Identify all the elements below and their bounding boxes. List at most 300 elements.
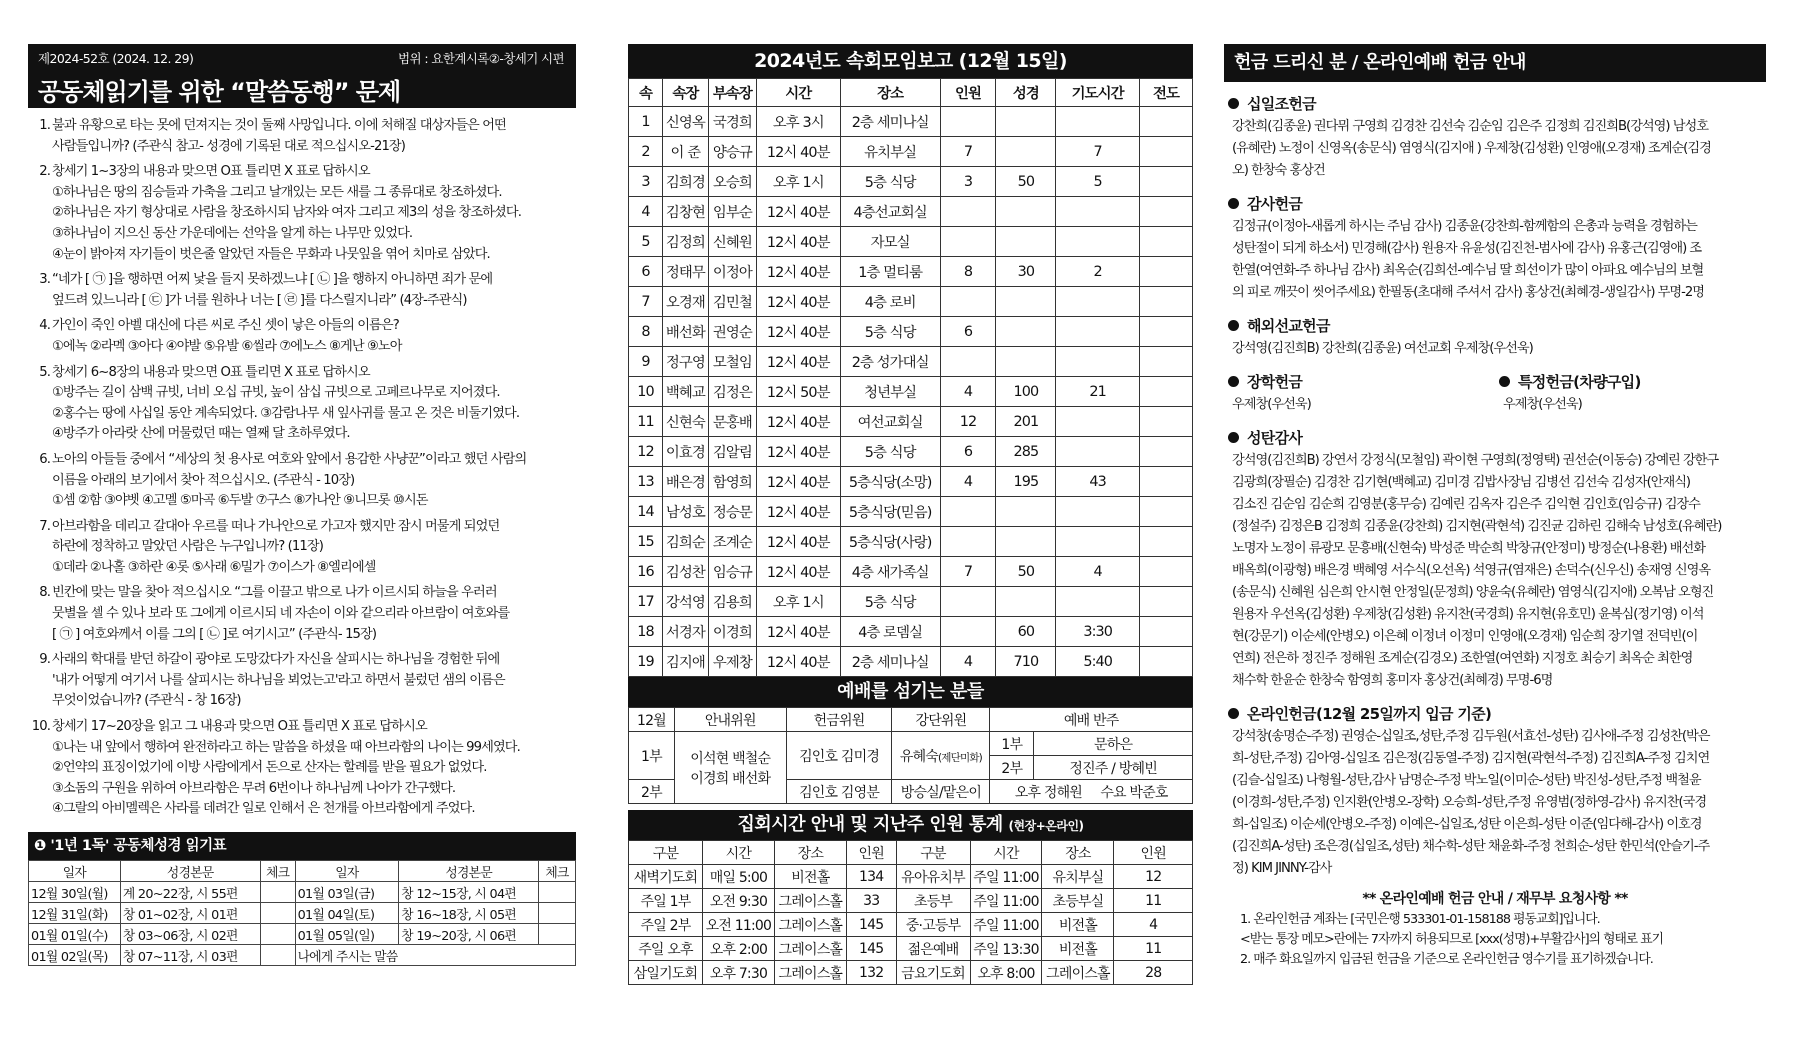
plan-check-cell — [260, 882, 295, 903]
question-line: [ ㉠ ] 여호와께서 이를 그의 [ ㉡ ]로 여기시고” (주관식- 15장) — [52, 626, 377, 642]
plan-cell: 01월 01일(수) — [29, 924, 121, 945]
question-line: 사래의 학대를 받던 하갈이 광야로 도망갔다가 자신을 살피시는 하나님을 경험한 뒤에 — [52, 652, 500, 668]
stats-title — [628, 810, 1193, 840]
text-line: (김진희A-성탄) 조은경(십일조,성탄) 채수학-성탄 채윤화-주정 천희순-성탄 한민석(안슬기-주 — [1232, 839, 1710, 854]
stats-cell: 새벽기도회 — [629, 865, 703, 889]
report-cell: 5층 식당 — [840, 587, 940, 617]
stats-title-note: (현장+온라인) — [1008, 819, 1084, 833]
question-line: 하란에 정착하고 말았던 사람은 누구입니까? (11장) — [52, 539, 323, 555]
text-line: (유혜란) 노정이 신영옥(송문식) 염영식(김지애 ) 우제창(김성환) 인영애(오경재) 조계순(김경 — [1232, 141, 1711, 156]
question-line: ④그랄의 아비멜렉은 사라를 데려간 일로 인해서 은 천개를 아브라함에게 주었다. — [52, 801, 475, 817]
tithe-names — [1224, 116, 1766, 182]
stats-cell: 매일 5:00 — [702, 865, 774, 889]
report-header-cell: 전도 — [1140, 79, 1193, 107]
report-cell — [1056, 587, 1140, 617]
plan-cell: 창 16~18장, 시 05편 — [399, 903, 539, 924]
stats-row — [629, 961, 1193, 985]
stats-cell: 134 — [846, 865, 896, 889]
report-header-cell: 장소 — [840, 79, 940, 107]
plan-row — [29, 882, 576, 903]
report-cell — [1056, 497, 1140, 527]
stats-header-cell: 시간 — [702, 841, 774, 865]
reading-plan-header-row — [29, 861, 576, 882]
report-cell: 12시 40분 — [756, 137, 840, 167]
report-cell: 정태무 — [662, 257, 708, 287]
report-cell: 모철임 — [708, 347, 756, 377]
servers-altar-header: 강단위원 — [892, 708, 990, 732]
stats-cell: 11 — [1114, 889, 1193, 913]
report-cell — [1056, 107, 1140, 137]
report-cell: 12 — [629, 437, 663, 467]
text-line: 의 피로 깨끗이 씻어주세요) 한필동(초대해 주셔서 감사) 홍상건(최혜경-생일감사) 무명-2명 — [1232, 285, 1705, 300]
report-cell: 자모실 — [840, 227, 940, 257]
stats-header-cell: 장소 — [1042, 841, 1114, 865]
question-line: ①나는 내 앞에서 행하여 완전하라고 하는 말씀을 하셨을 때 아브라함의 나이는 99세였다. — [52, 739, 520, 755]
online-names — [1224, 726, 1766, 880]
report-cell — [1140, 317, 1193, 347]
text-line: 강석창(송명순-주정) 권영순-십일조,성탄,주정 김두원(서효선-성탄) 김사애-주정 김성찬(박은 — [1232, 729, 1710, 744]
stats-cell: 그레이스홀 — [774, 961, 846, 985]
stats-cell: 그레이스홀 — [774, 889, 846, 913]
report-cell: 양승규 — [708, 137, 756, 167]
altar-name-1: 유혜숙 — [899, 748, 939, 765]
report-cell: 12시 40분 — [756, 227, 840, 257]
plan-cell: 01월 04일(토) — [295, 903, 399, 924]
plan-header-cell: 성경본문 — [120, 861, 260, 882]
report-row — [629, 647, 1193, 677]
report-cell: 7 — [1056, 137, 1140, 167]
text-line: 연희) 전은하 정진주 정해원 조계순(김경오) 조한열(여연화) 지정호 최승기 최옥순 최한영 — [1232, 651, 1693, 666]
report-cell: 43 — [1056, 467, 1140, 497]
christmas-section — [1224, 426, 1766, 692]
servers-month: 12월 — [629, 708, 675, 732]
report-header-cell: 속장 — [662, 79, 708, 107]
report-cell: 12시 40분 — [756, 407, 840, 437]
report-cell — [996, 287, 1056, 317]
report-cell — [1140, 527, 1193, 557]
stats-cell: 주일 오후 — [629, 937, 703, 961]
report-cell — [940, 197, 996, 227]
stats-cell: 젊은예배 — [896, 937, 970, 961]
report-cell: 이효경 — [662, 437, 708, 467]
stats-cell: 비전홀 — [1042, 913, 1114, 937]
plan-header-cell: 일자 — [29, 861, 121, 882]
report-cell: 4 — [629, 197, 663, 227]
question-line: ③소돔의 구원을 위하여 아브라함은 무려 6번이나 하나님께 나아가 간구했다. — [52, 780, 456, 796]
report-cell: 문홍배 — [708, 407, 756, 437]
question-number: 1. — [39, 118, 50, 133]
attendance-table — [628, 840, 1193, 985]
report-cell: 12시 40분 — [756, 317, 840, 347]
plan-header-cell: 일자 — [295, 861, 399, 882]
servers-title: 예배를 섬기는 분들 — [628, 677, 1193, 707]
report-cell: 7 — [940, 137, 996, 167]
report-cell: 강석영 — [662, 587, 708, 617]
stats-cell: 그레이스홀 — [774, 913, 846, 937]
text-line: 한열(여연화-주 하나님 감사) 최옥순(김희선-예수님 딸 희선이가 많이 아파요 예수님의 보혈 — [1232, 263, 1704, 278]
offering-column — [1224, 44, 1766, 970]
text-line: 우제창(우선욱) — [1503, 397, 1582, 412]
report-cell: 195 — [996, 467, 1056, 497]
report-cell — [1140, 377, 1193, 407]
report-cell: 60 — [996, 617, 1056, 647]
thanks-names — [1224, 216, 1766, 304]
question-number: 10. — [31, 719, 50, 735]
question-number: 3. — [39, 272, 50, 288]
cell-meeting-table — [628, 78, 1193, 677]
question-line: 무엇이었습니까? (주관식 - 창 16장) — [52, 693, 241, 709]
organ-name-2: 정진주 / 방혜빈 — [1034, 756, 1193, 780]
report-row — [629, 437, 1193, 467]
report-cell: 조계순 — [708, 527, 756, 557]
report-cell: 권영순 — [708, 317, 756, 347]
report-cell — [996, 227, 1056, 257]
plan-check-cell — [539, 924, 576, 945]
report-cell: 6 — [629, 257, 663, 287]
report-cell: 5층식당(사랑) — [840, 527, 940, 557]
stats-cell: 11 — [1114, 937, 1193, 961]
report-cell: 5:40 — [1056, 647, 1140, 677]
text-line: (이경희-성탄,주정) 인지환(안병오-장학) 오승희-성탄,주정 유영범(정하영-감사) 유지찬(국경 — [1232, 795, 1707, 810]
report-cell: 2 — [1056, 257, 1140, 287]
report-cell — [940, 227, 996, 257]
plan-check-cell — [539, 903, 576, 924]
question-number: 7. — [39, 518, 50, 534]
report-header-cell: 인원 — [940, 79, 996, 107]
report-row — [629, 377, 1193, 407]
report-cell: 6 — [940, 317, 996, 347]
report-cell: 4 — [940, 467, 996, 497]
report-cell: 이 준 — [662, 137, 708, 167]
report-cell — [940, 527, 996, 557]
report-cell: 4 — [940, 647, 996, 677]
reading-range: 범위 : 요한계시록②-창세기 시편 — [398, 51, 564, 66]
report-cell: 3 — [940, 167, 996, 197]
bullet-icon — [1228, 432, 1239, 443]
report-header-cell: 성경 — [996, 79, 1056, 107]
question-list — [28, 116, 576, 820]
report-row — [629, 197, 1193, 227]
text-line: <받는 통장 메모>란에는 7자까지 허용되므로 [xxx(성명)+부활감사]의 형태로 표기 — [1240, 932, 1663, 947]
plan-cell: 창 19~20장, 시 06편 — [399, 924, 539, 945]
plan-cell: 계 20~22장, 시 55편 — [120, 882, 260, 903]
report-cell: 201 — [996, 407, 1056, 437]
offering-names-1: 김인호 김미경 — [786, 732, 892, 780]
stats-header-cell: 시간 — [970, 841, 1042, 865]
report-cell: 오후 3시 — [756, 107, 840, 137]
report-cell: 2층 세미나실 — [840, 647, 940, 677]
question-number: 2. — [39, 164, 50, 180]
report-cell: 임승규 — [708, 557, 756, 587]
stats-title-text: 집회시간 안내 및 지난주 인원 통계 — [737, 814, 1003, 835]
organ-label-1: 1부 — [990, 732, 1034, 756]
question-item — [28, 517, 576, 579]
report-cell: 12시 40분 — [756, 527, 840, 557]
stats-cell: 그레이스홀 — [1042, 961, 1114, 985]
report-cell — [1140, 257, 1193, 287]
report-cell: 2 — [629, 137, 663, 167]
report-row — [629, 317, 1193, 347]
plan-cell: 창 03~06장, 시 02편 — [120, 924, 260, 945]
report-title: 2024년도 속회모임보고 (12월 15일) — [628, 44, 1193, 78]
question-item — [28, 717, 576, 820]
question-line: ②하나님은 자기 형상대로 사람을 창조하시되 남자와 여자 그리고 제3의 성을 창조하셨다. — [52, 205, 521, 221]
plan-cell: 창 07~11장, 시 03편 — [120, 945, 260, 966]
report-row — [629, 287, 1193, 317]
report-cell: 13 — [629, 467, 663, 497]
report-cell: 배은경 — [662, 467, 708, 497]
plan-cell: 창 01~02장, 시 01편 — [120, 903, 260, 924]
report-cell: 12시 40분 — [756, 557, 840, 587]
report-cell: 오경재 — [662, 287, 708, 317]
question-number: 4. — [39, 318, 50, 334]
stats-cell: 132 — [846, 961, 896, 985]
question-line: '내가 어떻게 여기서 나를 살피시는 하나님을 뵈었는고'라고 하면서 불렀던 샘의 이름은 — [52, 672, 505, 688]
report-header-cell: 시간 — [756, 79, 840, 107]
plan-cell: 12월 30일(월) — [29, 882, 121, 903]
stats-cell: 주일 11:00 — [970, 913, 1042, 937]
report-cell: 김지애 — [662, 647, 708, 677]
report-cell: 100 — [996, 377, 1056, 407]
special-title: 특정헌금(차량구입) — [1518, 373, 1641, 391]
question-line: 뭇별을 셀 수 있나 보라 또 그에게 이르시되 네 자손이 이와 같으리라 아브람이 여호와를 — [52, 606, 510, 622]
report-cell: 5층식당(믿음) — [840, 497, 940, 527]
text-line: (송문식) 신혜원 심은희 안시현 안정일(문정희) 양윤숙(유혜란) 염영식(김지애) 오복남 오형진 — [1232, 585, 1714, 600]
servers-organ-header: 예배 반주 — [990, 708, 1193, 732]
report-cell: 12시 40분 — [756, 647, 840, 677]
question-line: ②언약의 표징이었기에 이방 사람에게서 돈으로 산자는 할례를 받을 필요가 없었다. — [52, 760, 487, 776]
report-cell — [940, 287, 996, 317]
report-cell: 12 — [940, 407, 996, 437]
report-cell: 15 — [629, 527, 663, 557]
stats-cell: 오후 8:00 — [970, 961, 1042, 985]
report-cell — [940, 347, 996, 377]
report-cell: 1층 멀티룸 — [840, 257, 940, 287]
reading-plan-title: ❶ '1년 1독' 공동체성경 읽기표 — [28, 832, 576, 860]
question-line: 창세기 1~3장의 내용과 맞으면 O표 틀리면 X 표로 답하시오 — [52, 164, 370, 180]
report-cell — [1140, 137, 1193, 167]
servers-offering-header: 헌금위원 — [786, 708, 892, 732]
stats-cell: 금요기도회 — [896, 961, 970, 985]
thanks-title: 감사헌금 — [1247, 195, 1303, 213]
organ-afternoon: 오후 정해원 — [1014, 784, 1083, 801]
report-cell: 함영희 — [708, 467, 756, 497]
text-line: 2. 매주 화요일까지 입금된 헌금을 기준으로 온라인헌금 영수기를 표기하겠습니다. — [1240, 952, 1653, 967]
text-line: 우제창(우선욱) — [1232, 397, 1311, 412]
question-line: ②홍수는 땅에 사십일 동안 계속되었다. ③감람나무 새 잎사귀를 물고 온 것은 비둘기였다. — [52, 405, 520, 421]
report-cell: 19 — [629, 647, 663, 677]
offering-title: 헌금 드리신 분 / 온라인예배 헌금 안내 — [1224, 44, 1766, 82]
tithe-title: 십일조헌금 — [1247, 95, 1316, 113]
organ-name-1: 문하은 — [1034, 732, 1193, 756]
question-line: ①하나님은 땅의 짐승들과 가축을 그리고 날개있는 모든 새를 그 종류대로 창조하셨다. — [52, 184, 502, 200]
plan-cell: 01월 05일(일) — [295, 924, 399, 945]
report-cell: 김용희 — [708, 587, 756, 617]
stats-cell: 주일 11:00 — [970, 865, 1042, 889]
report-cell: 285 — [996, 437, 1056, 467]
report-cell: 12시 40분 — [756, 467, 840, 497]
report-row — [629, 257, 1193, 287]
organ-row-3 — [990, 780, 1193, 804]
servers-part1: 1부 — [629, 732, 675, 780]
text-line: 강석영(김진희B) 강찬희(김종윤) 여선교회 우제창(우선욱) — [1232, 341, 1533, 356]
question-line: 엎드려 있느니라 [ ㉢ ]가 너를 원하나 너는 [ ㉣ ]를 다스릴지니라” (4장-주관식) — [52, 292, 467, 308]
report-cell: 5층식당(소망) — [840, 467, 940, 497]
plan-cell: 01월 03일(금) — [295, 882, 399, 903]
report-cell — [1140, 107, 1193, 137]
mission-names — [1224, 338, 1766, 360]
plan-cell: 12월 31일(화) — [29, 903, 121, 924]
text-line: 오) 한창숙 홍상건 — [1232, 163, 1325, 178]
report-cell: 21 — [1056, 377, 1140, 407]
stats-cell: 비전홀 — [1042, 937, 1114, 961]
text-line: 성탄절이 되게 하소서) 민경해(감사) 원용자 유윤성(김진천-범사에 감사) 유홍근(김영애) 조 — [1232, 241, 1702, 256]
notice-title: ** 온라인예배 헌금 안내 / 재무부 요청사항 ** — [1362, 891, 1628, 907]
altar-names-1 — [892, 732, 990, 780]
report-cell: 배선화 — [662, 317, 708, 347]
report-cell — [1056, 227, 1140, 257]
report-cell: 17 — [629, 587, 663, 617]
text-line: 강찬희(김종윤) 권다뮈 구영희 김경찬 김선숙 김순임 김은주 김정희 김진희B(강석영) 남성호 — [1232, 119, 1708, 134]
report-cell — [940, 617, 996, 647]
report-cell: 2층 성가대실 — [840, 347, 940, 377]
report-cell: 2층 세미나실 — [840, 107, 940, 137]
report-cell — [1140, 557, 1193, 587]
scholarship-title: 장학헌금 — [1247, 373, 1303, 391]
text-line: (정설주) 김정은B 김정희 김종윤(강찬희) 김지현(곽현석) 김진균 김하린 김해숙 남성호(유혜란) — [1232, 519, 1722, 534]
stats-header-cell: 장소 — [774, 841, 846, 865]
reading-plan-table — [28, 860, 576, 966]
question-line: 빈칸에 맞는 말을 찾아 적으십시오 “그를 이끌고 밖으로 나가 이르시되 하늘을 우러러 — [52, 585, 497, 601]
report-cell: 신현숙 — [662, 407, 708, 437]
report-cell: 5층 식당 — [840, 167, 940, 197]
report-cell — [996, 587, 1056, 617]
stats-header-cell: 인원 — [1114, 841, 1193, 865]
report-row — [629, 467, 1193, 497]
servers-usher-header: 안내위원 — [674, 708, 786, 732]
question-number: 5. — [39, 364, 50, 380]
question-number: 6. — [39, 451, 50, 467]
report-cell: 7 — [940, 557, 996, 587]
stats-row — [629, 865, 1193, 889]
stats-cell: 초등부 — [896, 889, 970, 913]
question-item — [28, 316, 576, 357]
report-cell: 오후 1시 — [756, 587, 840, 617]
report-cell: 30 — [996, 257, 1056, 287]
report-cell: 11 — [629, 407, 663, 437]
report-cell: 6 — [940, 437, 996, 467]
plan-check-cell — [260, 945, 295, 966]
question-line: ①에녹 ②라멕 ③아다 ④야발 ⑤유발 ⑥씰라 ⑦에노스 ⑧게난 ⑨노아 — [52, 338, 402, 354]
stats-cell: 삼일기도회 — [629, 961, 703, 985]
stats-cell: 12 — [1114, 865, 1193, 889]
report-cell: 유치부실 — [840, 137, 940, 167]
report-cell: 50 — [996, 167, 1056, 197]
stats-cell: 오후 7:30 — [702, 961, 774, 985]
stats-cell: 33 — [846, 889, 896, 913]
special-names — [1495, 394, 1766, 416]
text-line: 강석영(김진희B) 강연서 강정식(모철임) 곽이현 구영희(정영택) 권선순(이동승) 강예린 강한구 — [1232, 453, 1719, 468]
report-cell: 5 — [629, 227, 663, 257]
servers-part2: 2부 — [629, 780, 675, 804]
report-cell: 8 — [940, 257, 996, 287]
report-cell: 3:30 — [1056, 617, 1140, 647]
report-column — [628, 44, 1193, 985]
question-line: ①방주는 길이 삼백 규빗, 너비 오십 규빗, 높이 삼십 규빗으로 고페르나무로 지어졌다. — [52, 385, 500, 401]
stats-cell: 비전홀 — [774, 865, 846, 889]
report-cell: 12시 40분 — [756, 287, 840, 317]
attendance-header-row — [629, 841, 1193, 865]
question-item — [28, 583, 576, 645]
text-line: 채수학 한윤순 한창숙 함영희 홍미자 홍상건(최혜경) 무명-6명 — [1232, 673, 1553, 688]
report-cell: 5층 식당 — [840, 317, 940, 347]
plan-header-cell: 성경본문 — [399, 861, 539, 882]
question-number: 8. — [39, 585, 50, 601]
report-cell: 4층 로비 — [840, 287, 940, 317]
stats-cell: 초등부실 — [1042, 889, 1114, 913]
report-cell — [1140, 617, 1193, 647]
thanks-section — [1224, 192, 1766, 304]
report-cell: 9 — [629, 347, 663, 377]
text-line: (김슬-십일조) 나형월-성탄,감사 남명순-주정 박노일(이미순-성탄) 박진성-성탄,주정 백철윤 — [1232, 773, 1701, 788]
organ-wednesday: 수요 박준호 — [1100, 784, 1168, 801]
report-cell: 청년부실 — [840, 377, 940, 407]
report-cell: 오승희 — [708, 167, 756, 197]
mission-title: 해외선교헌금 — [1247, 317, 1330, 335]
report-cell — [1140, 587, 1193, 617]
report-cell — [1056, 347, 1140, 377]
question-line: ④방주가 아라랏 산에 머물렀던 때는 열째 달 초하루였다. — [52, 426, 350, 442]
stats-cell: 주일 13:30 — [970, 937, 1042, 961]
report-cell — [996, 317, 1056, 347]
report-cell: 백혜교 — [662, 377, 708, 407]
plan-check-cell — [260, 903, 295, 924]
report-cell: 710 — [996, 647, 1056, 677]
usher-names-1: 이석현 백철순 — [690, 750, 771, 767]
report-cell: 우제창 — [708, 647, 756, 677]
plan-check-cell — [260, 924, 295, 945]
plan-check-cell — [539, 882, 576, 903]
report-cell: 12시 50분 — [756, 377, 840, 407]
report-cell: 12시 40분 — [756, 197, 840, 227]
report-row — [629, 407, 1193, 437]
special-block — [1495, 370, 1766, 416]
notice-body — [1224, 910, 1766, 970]
report-cell — [1056, 197, 1140, 227]
question-line: 가인이 죽인 아벨 대신에 다른 씨로 주신 셋이 낳은 아들의 이름은? — [52, 318, 399, 334]
report-cell — [1056, 437, 1140, 467]
report-cell — [1140, 407, 1193, 437]
report-cell: 12시 40분 — [756, 257, 840, 287]
question-line: 아브라함을 데리고 갈대아 우르를 떠나 가나안으로 가고자 했지만 잠시 머물게 되었던 — [52, 518, 500, 534]
report-cell: 임부순 — [708, 197, 756, 227]
report-cell — [1056, 407, 1140, 437]
report-row — [629, 617, 1193, 647]
scholarship-special-section — [1224, 370, 1766, 416]
stats-cell: 28 — [1114, 961, 1193, 985]
stats-header-cell: 구분 — [629, 841, 703, 865]
report-cell: 5 — [1056, 167, 1140, 197]
report-cell: 1 — [629, 107, 663, 137]
report-cell — [1056, 317, 1140, 347]
report-cell: 7 — [629, 287, 663, 317]
question-line: 불과 유황으로 타는 못에 던져지는 것이 둘째 사망입니다. 이에 처해질 대상자들은 어떤 — [52, 118, 506, 133]
report-cell: 18 — [629, 617, 663, 647]
report-cell — [1056, 527, 1140, 557]
report-row — [629, 167, 1193, 197]
text-line: 현(강문기) 이순세(안병오) 이은혜 이정녀 이정미 인영애(오경재) 임순희 장기열 전덕빈(이 — [1232, 629, 1698, 644]
report-row — [629, 107, 1193, 137]
